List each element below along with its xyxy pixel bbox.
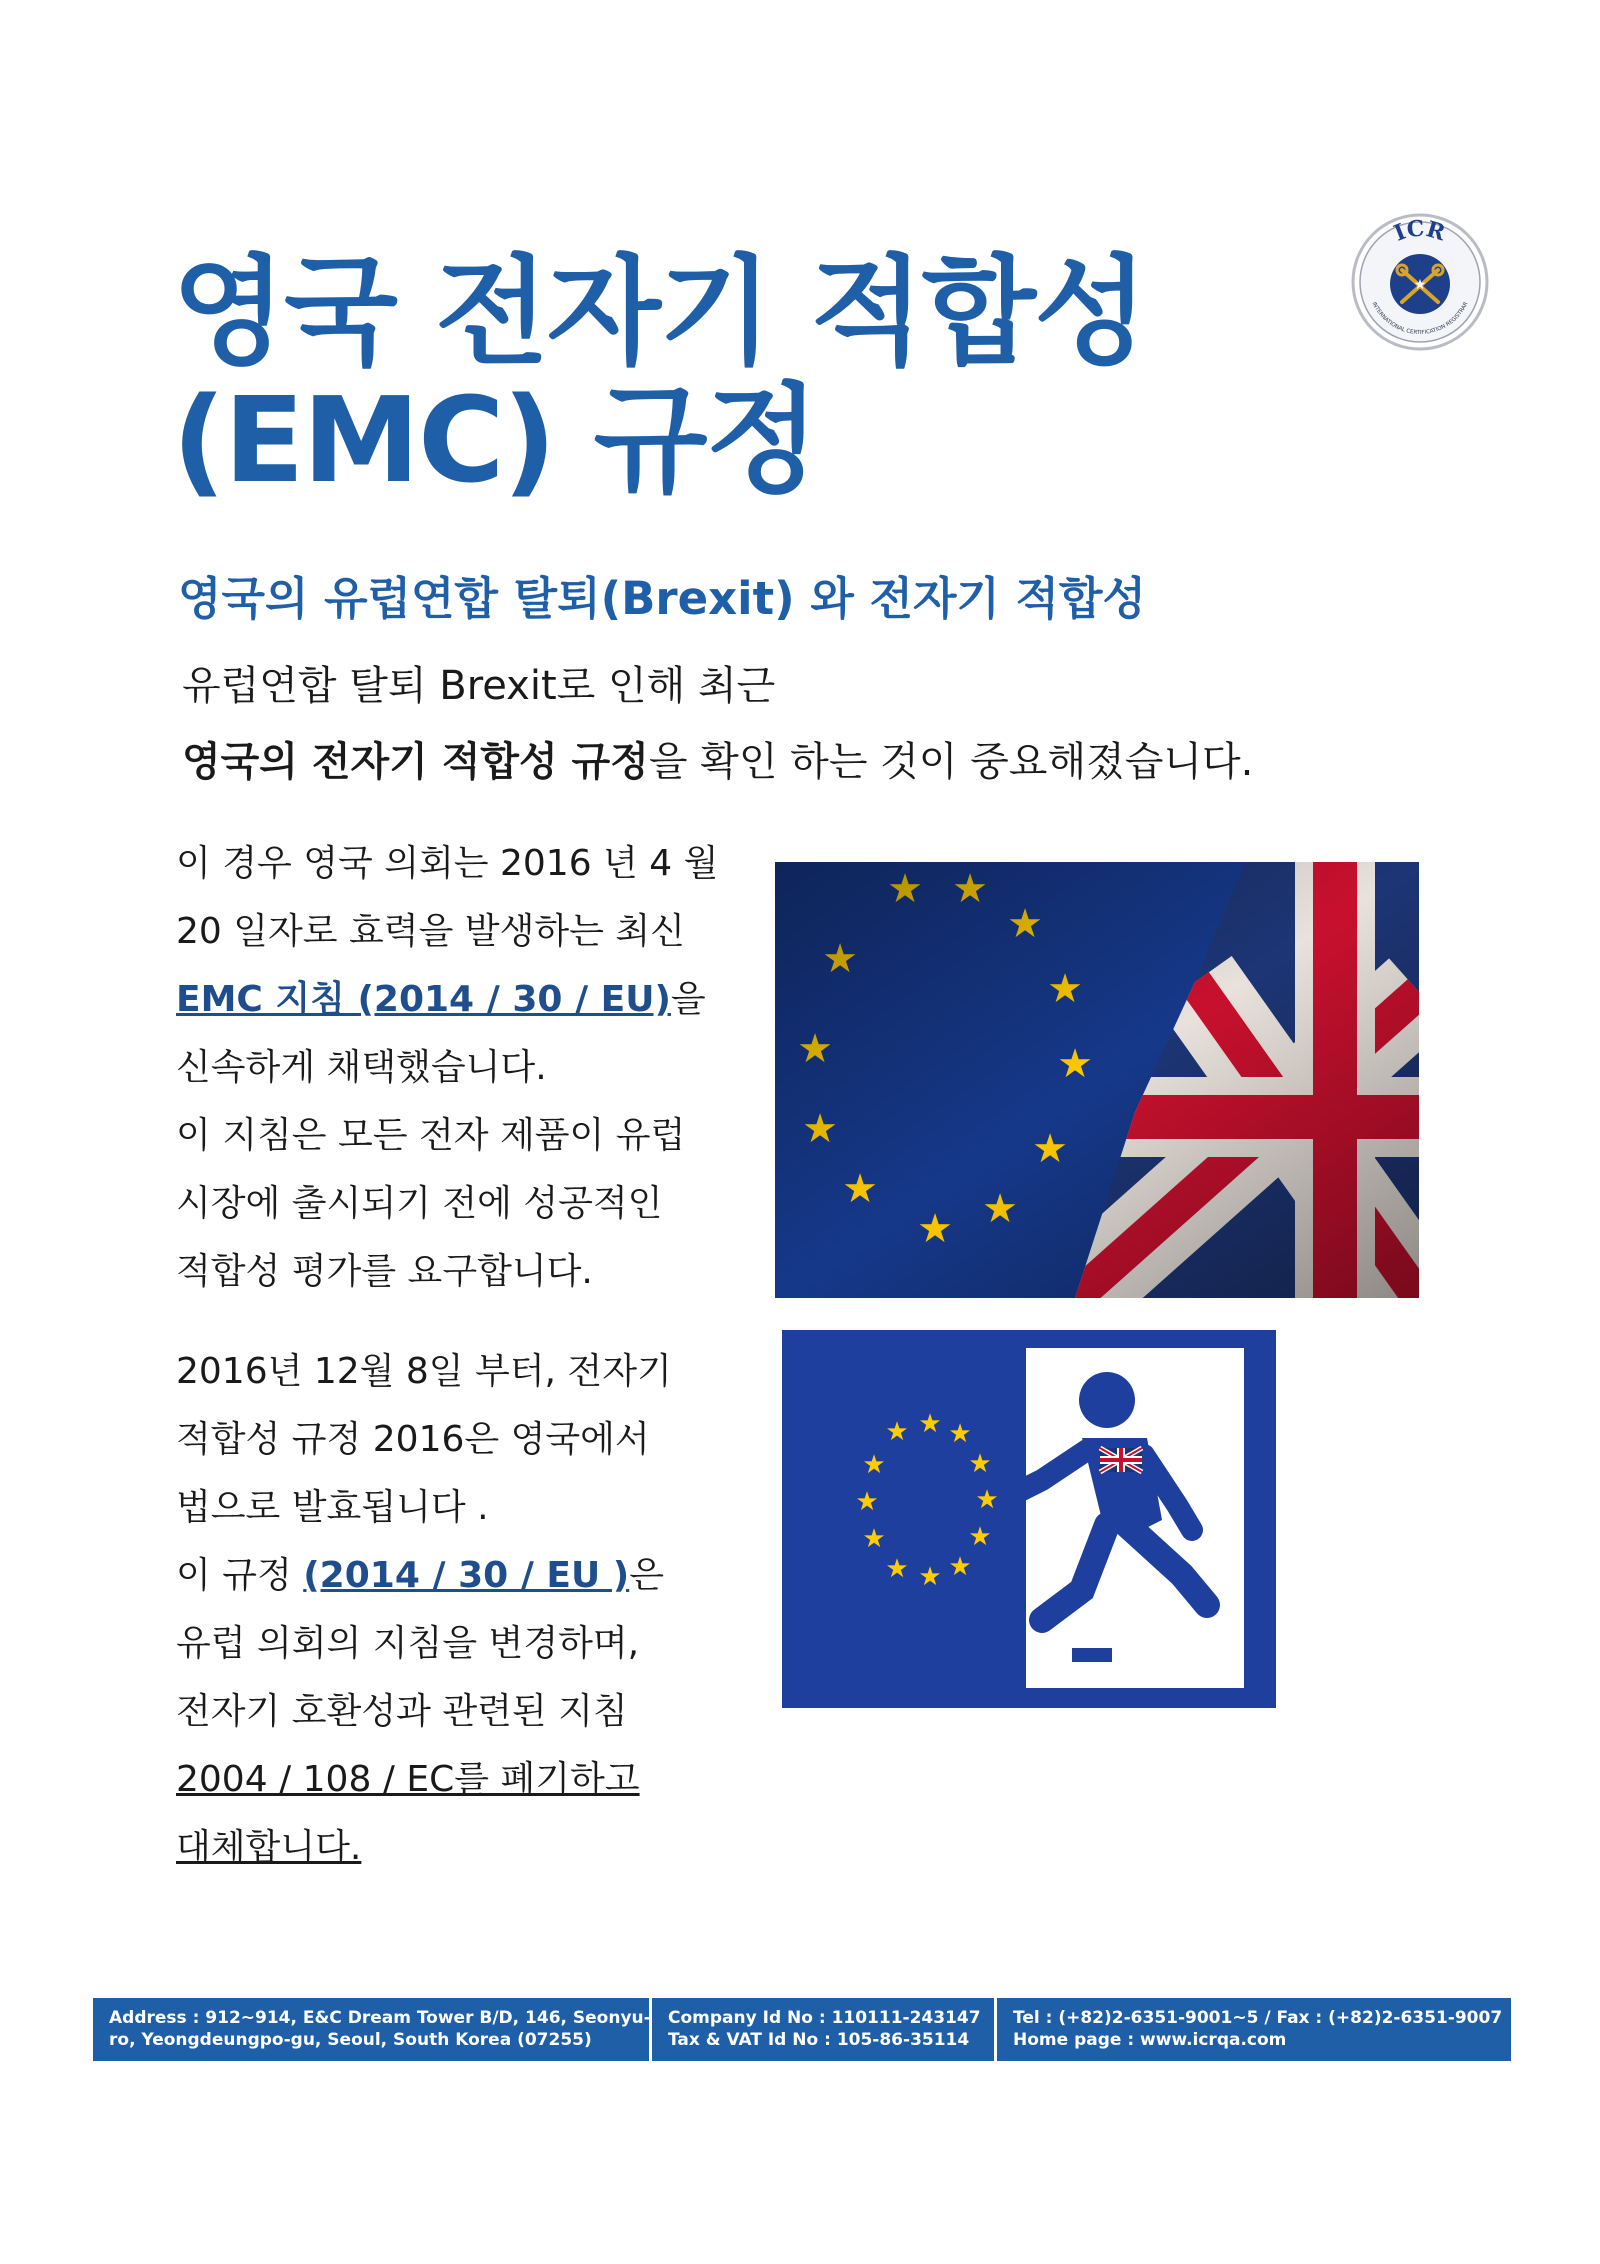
p1-line-3 — [176, 966, 766, 1034]
footer-company-ids — [649, 1998, 994, 2061]
p2-line-4-pre: 이 규정 — [176, 1555, 304, 1596]
svg-text:★: ★ — [862, 1450, 886, 1480]
svg-text:★: ★ — [918, 1562, 942, 1592]
svg-text:★: ★ — [1413, 277, 1427, 293]
p2-line-8: 대체합니다. — [176, 1827, 362, 1868]
footer-company-id: Company Id No : 110111-243147 — [668, 2008, 981, 2028]
p1-line-2: 20 일자로 효력을 발생하는 최신 — [176, 911, 685, 952]
intro-line-1: 유럽연합 탈퇴 Brexit로 인해 최근 — [182, 663, 776, 709]
paragraph-directive — [176, 830, 766, 1306]
p2-line-2: 적합성 규정 2016은 영국에서 — [176, 1419, 650, 1460]
eu-uk-flag-image — [775, 862, 1419, 1298]
p1-line-5: 이 지침은 모든 전자 제품이 유럽 — [176, 1115, 686, 1156]
svg-text:★: ★ — [918, 1409, 942, 1439]
svg-text:★: ★ — [948, 1552, 972, 1582]
brexit-exit-sign-image — [782, 1330, 1276, 1708]
logo-ring-text: INTERNATIONAL CERTIFICATION REGISTRAR — [1370, 301, 1470, 337]
intro-paragraph — [182, 648, 1253, 800]
p2-line-7: 2004 / 108 / EC를 폐기하고 — [176, 1759, 640, 1800]
svg-text:★: ★ — [885, 1554, 909, 1584]
svg-text:★: ★ — [968, 1449, 992, 1479]
p1-line-1: 이 경우 영국 의회는 2016 년 4 월 — [176, 843, 719, 884]
logo-text: ICR — [1390, 215, 1449, 247]
p1-line-4: 신속하게 채택했습니다. — [176, 1047, 547, 1088]
p2-line-4 — [176, 1542, 766, 1610]
title-line-1: 영국 전자기 적합성 — [172, 243, 1147, 381]
footer-phone-fax: Tel : (+82)2-6351-9001~5 / Fax : (+82)2-6351-9007 — [1013, 2008, 1503, 2028]
p2-line-1: 2016년 12월 8일 부터, 전자기 — [176, 1351, 672, 1392]
footer-tax-id: Tax & VAT Id No : 105-86-35114 — [668, 2030, 970, 2050]
footer-address-line-2: ro, Yeongdeungpo-gu, Seoul, South Korea (07255) — [109, 2030, 592, 2050]
footer-address — [93, 1998, 649, 2061]
svg-text:★: ★ — [975, 1485, 999, 1515]
footer-homepage[interactable]: Home page : www.icrqa.com — [1013, 2030, 1287, 2050]
footer-bar — [93, 1998, 1511, 2061]
p2-line-4-rest: 은 — [629, 1555, 664, 1596]
svg-text:★: ★ — [885, 1417, 909, 1447]
p2-line-6: 전자기 호환성과 관련된 지침 — [176, 1691, 628, 1732]
p2-line-5: 유럽 의회의 지침을 변경하며, — [176, 1623, 640, 1664]
title-line-2: (EMC) 규정 — [172, 371, 818, 509]
intro-emphasis: 영국의 전자기 적합성 규정 — [182, 739, 649, 785]
footer-address-line-1: Address : 912~914, E&C Dream Tower B/D, 146, Seonyu- — [109, 2008, 651, 2028]
svg-text:★: ★ — [968, 1522, 992, 1552]
svg-text:★: ★ — [948, 1419, 972, 1449]
svg-text:★: ★ — [862, 1524, 886, 1554]
emc-directive-link[interactable]: EMC 지침 (2014 / 30 / EU) — [176, 979, 671, 1020]
p1-line-3-rest: 을 — [670, 979, 706, 1020]
intro-line-2: 을 확인 하는 것이 중요해졌습니다. — [648, 739, 1254, 785]
regulation-link[interactable]: (2014 / 30 / EU ) — [303, 1555, 630, 1596]
p1-line-6: 시장에 출시되기 전에 성공적인 — [176, 1183, 663, 1224]
p1-line-7: 적합성 평가를 요구합니다. — [176, 1251, 593, 1292]
section-subtitle: 영국의 유럽연합 탈퇴(Brexit) 와 전자기 적합성 — [178, 572, 1146, 625]
p2-line-3: 법으로 발효됩니다 . — [176, 1487, 489, 1528]
page-title — [172, 243, 1222, 509]
svg-text:★: ★ — [855, 1487, 879, 1517]
paragraph-regulation — [176, 1338, 766, 1882]
footer-contact — [994, 1998, 1516, 2061]
icr-logo — [1350, 212, 1490, 352]
